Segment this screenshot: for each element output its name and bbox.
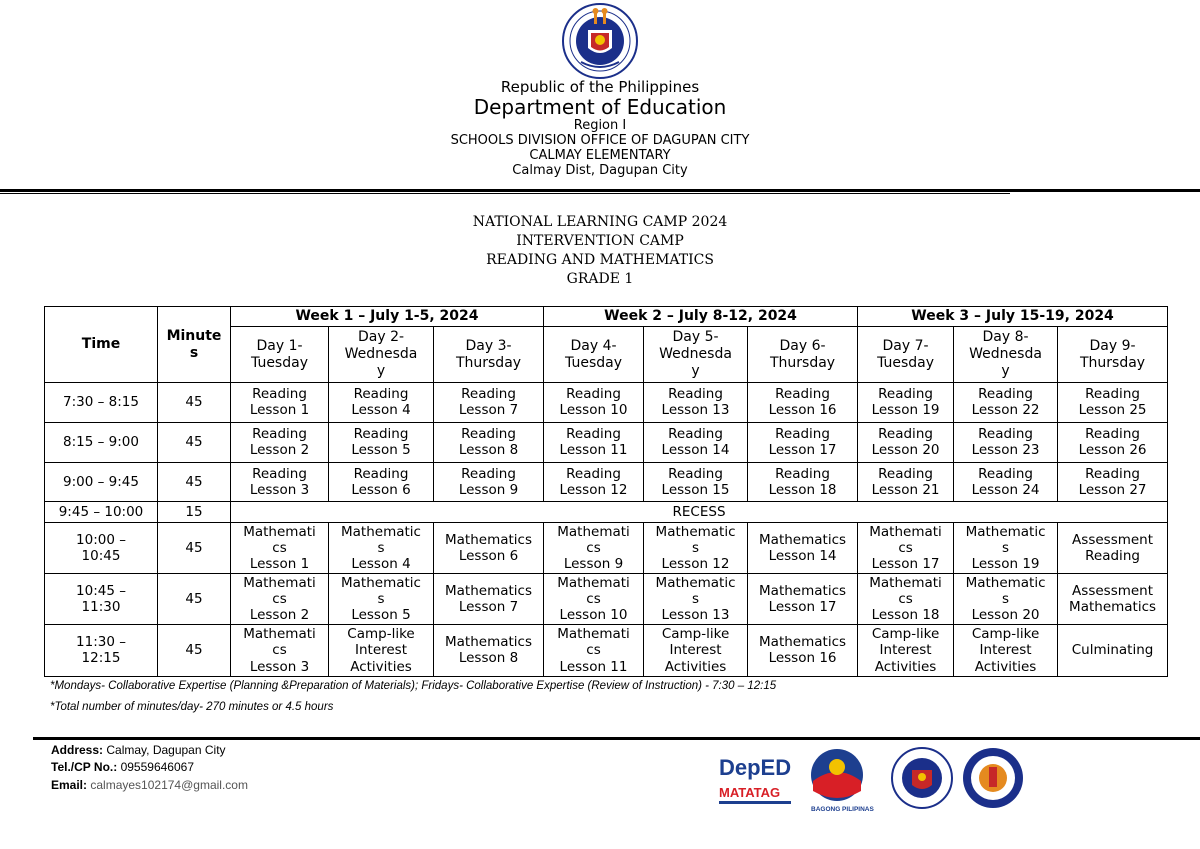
lesson-cell: Reading Lesson 15 <box>644 462 748 502</box>
district-text: Calmay Dist, Dagupan City <box>512 163 688 179</box>
lesson-cell: Mathematics Lesson 14 <box>748 522 858 573</box>
lesson-cell: Reading Lesson 12 <box>544 462 644 502</box>
footer-divider <box>33 737 1200 740</box>
lesson-cell: Mathematics Lesson 8 <box>434 624 544 676</box>
lesson-cell: Reading Lesson 11 <box>544 422 644 462</box>
region-text: Region I <box>573 118 627 134</box>
lesson-cell: Mathematic s Lesson 12 <box>644 522 748 573</box>
letterhead <box>0 79 1200 179</box>
day-header: Day 3- Thursday <box>434 327 544 383</box>
time-cell: 7:30 – 8:15 <box>45 383 158 423</box>
lesson-cell: Mathematics Lesson 16 <box>748 624 858 676</box>
minutes-cell: 15 <box>158 502 231 522</box>
lesson-cell: Reading Lesson 16 <box>748 383 858 423</box>
title-line-1: NATIONAL LEARNING CAMP 2024 <box>472 214 728 230</box>
table-row <box>45 522 1168 573</box>
lesson-cell: Reading Lesson 19 <box>858 383 954 423</box>
lesson-cell: Camp-like Interest Activities <box>644 624 748 676</box>
minutes-cell: 45 <box>158 522 231 573</box>
lesson-cell: Reading Lesson 5 <box>329 422 434 462</box>
lesson-cell: Culminating <box>1058 624 1168 676</box>
day-header: Day 6- Thursday <box>748 327 858 383</box>
notes <box>50 680 776 722</box>
lesson-cell: Mathematic s Lesson 4 <box>329 522 434 573</box>
email-value: calmayes102174@gmail.com <box>90 777 248 792</box>
lesson-cell: Assessment Reading <box>1058 522 1168 573</box>
note-1: *Mondays- Collaborative Expertise (Planning &Preparation of Materials); Fridays- Collaborative Expertise (Review of Instruction) - 7:30 – 12:15 <box>50 680 777 692</box>
document-title <box>0 213 1200 289</box>
lesson-cell: Reading Lesson 10 <box>544 383 644 423</box>
lesson-cell: Mathematic s Lesson 20 <box>954 573 1058 624</box>
minutes-cell: 45 <box>158 383 231 423</box>
table-row <box>45 573 1168 624</box>
lesson-cell: Reading Lesson 13 <box>644 383 748 423</box>
lesson-cell: Reading Lesson 6 <box>329 462 434 502</box>
time-cell: 10:45 – 11:30 <box>45 573 158 624</box>
bagong-pilipinas-logo <box>811 749 875 813</box>
lesson-cell: Reading Lesson 18 <box>748 462 858 502</box>
lesson-cell: Camp-like Interest Activities <box>858 624 954 676</box>
lesson-cell: Reading Lesson 24 <box>954 462 1058 502</box>
svg-text:MATATAG: MATATAG <box>719 785 781 800</box>
lesson-cell: Reading Lesson 26 <box>1058 422 1168 462</box>
lesson-cell: Mathemati cs Lesson 11 <box>544 624 644 676</box>
title-line-3: READING AND MATHEMATICS <box>486 251 714 268</box>
school-text: CALMAY ELEMENTARY <box>529 148 671 164</box>
header-divider <box>0 189 1200 192</box>
time-cell: 11:30 – 12:15 <box>45 624 158 676</box>
deped-seal-logo <box>561 2 639 80</box>
lesson-cell: Reading Lesson 17 <box>748 422 858 462</box>
minutes-header: Minute s <box>158 307 231 383</box>
time-cell: 10:00 – 10:45 <box>45 522 158 573</box>
lesson-cell: Reading Lesson 1 <box>231 383 329 423</box>
lesson-cell: Mathemati cs Lesson 3 <box>231 624 329 676</box>
time-cell: 9:45 – 10:00 <box>45 502 158 522</box>
table-row <box>45 462 1168 502</box>
title-line-2: INTERVENTION CAMP <box>516 232 684 249</box>
lesson-cell: Mathematic s Lesson 19 <box>954 522 1058 573</box>
time-cell: 9:00 – 9:45 <box>45 462 158 502</box>
dagupan-division-seal <box>963 748 1023 808</box>
day-header: Day 8- Wednesda y <box>954 327 1058 383</box>
lesson-cell: Reading Lesson 3 <box>231 462 329 502</box>
header-divider-thin <box>0 193 1010 194</box>
lesson-cell: Reading Lesson 27 <box>1058 462 1168 502</box>
lesson-cell: Reading Lesson 25 <box>1058 383 1168 423</box>
time-cell: 8:15 – 9:00 <box>45 422 158 462</box>
note-2: *Total number of minutes/day- 270 minutes or 4.5 hours <box>50 700 334 713</box>
lesson-cell: Reading Lesson 4 <box>329 383 434 423</box>
deped-matatag-logo <box>719 755 791 804</box>
minutes-cell: 45 <box>158 624 231 676</box>
lesson-cell: Reading Lesson 23 <box>954 422 1058 462</box>
table-row <box>45 624 1168 676</box>
minutes-cell: 45 <box>158 422 231 462</box>
day-header: Day 4- Tuesday <box>544 327 644 383</box>
week-2-header: Week 2 – July 8-12, 2024 <box>544 307 858 327</box>
table-row <box>45 502 1168 522</box>
table-row <box>45 422 1168 462</box>
lesson-cell: Mathemati cs Lesson 17 <box>858 522 954 573</box>
lesson-cell: Mathematic s Lesson 5 <box>329 573 434 624</box>
tel-value: 09559646067 <box>120 760 194 775</box>
lesson-cell: Camp-like Interest Activities <box>329 624 434 676</box>
tel-line: Tel./CP No.: 09559646067 <box>51 760 194 775</box>
week-3-header: Week 3 – July 15-19, 2024 <box>858 307 1168 327</box>
lesson-cell: Reading Lesson 20 <box>858 422 954 462</box>
minutes-cell: 45 <box>158 573 231 624</box>
lesson-cell: Mathemati cs Lesson 10 <box>544 573 644 624</box>
schedule-table <box>44 306 1168 677</box>
lesson-cell: Mathemati cs Lesson 1 <box>231 522 329 573</box>
lesson-cell: Assessment Mathematics <box>1058 573 1168 624</box>
lesson-cell: Reading Lesson 7 <box>434 383 544 423</box>
republic-text: Republic of the Philippines <box>500 78 700 96</box>
lesson-cell: Reading Lesson 22 <box>954 383 1058 423</box>
recess-cell: RECESS <box>231 502 1168 522</box>
footer-contact <box>51 742 248 794</box>
day-header: Day 1- Tuesday <box>231 327 329 383</box>
lesson-cell: Mathematic s Lesson 13 <box>644 573 748 624</box>
address-value: Calmay, Dagupan City <box>106 743 226 757</box>
department-text: Department of Education <box>473 95 727 120</box>
day-header: Day 2- Wednesda y <box>329 327 434 383</box>
deped-seal-small <box>892 748 952 808</box>
address-line: Address: Calmay, Dagupan City <box>51 743 226 757</box>
lesson-cell: Reading Lesson 14 <box>644 422 748 462</box>
lesson-cell: Mathematics Lesson 6 <box>434 522 544 573</box>
day-header: Day 5- Wednesda y <box>644 327 748 383</box>
lesson-cell: Reading Lesson 9 <box>434 462 544 502</box>
lesson-cell: Mathematics Lesson 7 <box>434 573 544 624</box>
table-row <box>45 383 1168 423</box>
division-text: SCHOOLS DIVISION OFFICE OF DAGUPAN CITY <box>450 133 750 149</box>
lesson-cell: Reading Lesson 8 <box>434 422 544 462</box>
svg-text:DepED: DepED <box>719 755 792 780</box>
lesson-cell: Mathemati cs Lesson 2 <box>231 573 329 624</box>
lesson-cell: Reading Lesson 2 <box>231 422 329 462</box>
time-header: Time <box>45 307 158 383</box>
lesson-cell: Camp-like Interest Activities <box>954 624 1058 676</box>
minutes-cell: 45 <box>158 462 231 502</box>
title-line-4: GRADE 1 <box>566 270 634 287</box>
week-1-header: Week 1 – July 1-5, 2024 <box>231 307 544 327</box>
day-header: Day 7- Tuesday <box>858 327 954 383</box>
email-line: Email: calmayes102174@gmail.com <box>51 777 248 792</box>
lesson-cell: Mathematics Lesson 17 <box>748 573 858 624</box>
lesson-cell: Mathemati cs Lesson 9 <box>544 522 644 573</box>
lesson-cell: Mathemati cs Lesson 18 <box>858 573 954 624</box>
footer-logos <box>717 745 1027 815</box>
day-header: Day 9- Thursday <box>1058 327 1168 383</box>
lesson-cell: Reading Lesson 21 <box>858 462 954 502</box>
svg-text:BAGONG PILIPINAS: BAGONG PILIPINAS <box>811 806 874 813</box>
